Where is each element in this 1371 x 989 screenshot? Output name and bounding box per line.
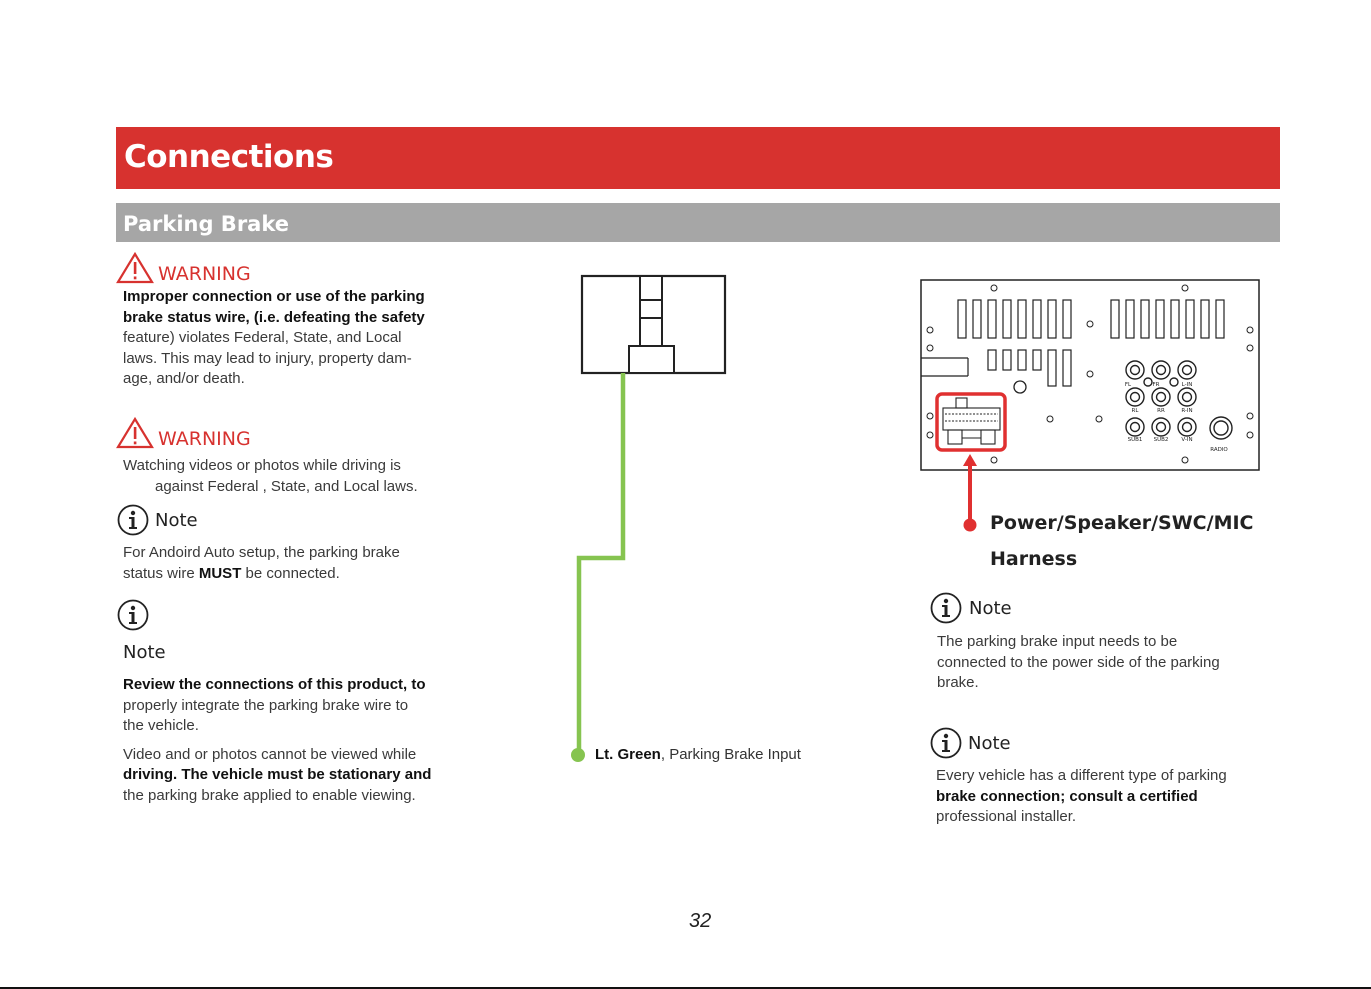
- warning-bold-line: brake status wire, (i.e. defeating the safety: [123, 308, 425, 326]
- section-bar: [116, 203, 1280, 242]
- title-bar: [116, 127, 1280, 189]
- note-line: brake.: [937, 674, 979, 691]
- note-body-right-1: [937, 632, 1267, 694]
- note-line: Video and or photos cannot be viewed while: [123, 745, 417, 763]
- note-heading-right-2: [930, 727, 1011, 759]
- warning-bold-line: Improper connection or use of the parking: [123, 288, 425, 305]
- rca-label: FL: [1124, 382, 1132, 388]
- note-bold: Review the connections of this product, to: [123, 676, 426, 693]
- note-line: The parking brake input needs to be: [937, 633, 1178, 650]
- note-heading-right-1: [930, 592, 1012, 624]
- rca-label: RL: [1131, 408, 1139, 414]
- warning-line: feature) violates Federal, State, and Local: [123, 329, 402, 346]
- warning-triangle-icon: [116, 417, 154, 449]
- info-icon: [117, 504, 149, 536]
- page-title: Connections: [124, 139, 334, 175]
- wire-label: [595, 746, 801, 763]
- note-bold: MUST: [198, 564, 242, 582]
- warning-heading-1: [116, 252, 251, 284]
- warning-line: Watching videos or photos while driving is: [123, 457, 401, 474]
- wire-description: , Parking Brake Input: [660, 746, 801, 763]
- warning-line: age, and/or death.: [123, 370, 245, 387]
- rca-label: RR: [1157, 408, 1165, 414]
- rca-label: L-IN: [1181, 382, 1193, 388]
- note-heading-1: [117, 504, 198, 536]
- note-line: For Andoird Auto setup, the parking brake: [123, 544, 400, 561]
- note-line: professional installer.: [936, 808, 1077, 825]
- note-bold: driving. The vehicle must be stationary and: [123, 766, 432, 783]
- warning-title: WARNING: [158, 428, 251, 450]
- rca-label: RADIO: [1210, 447, 1228, 453]
- wire-end-dot: [571, 748, 585, 762]
- note-title: Note: [969, 597, 1012, 619]
- parking-brake-wire-diagram: [570, 270, 740, 770]
- harness-callout-line1: Power/Speaker/SWC/MIC: [990, 512, 1254, 534]
- note-bold: brake connection; consult a certified: [936, 787, 1198, 805]
- note-line: status wire: [123, 564, 199, 582]
- rca-label: SUB2: [1153, 437, 1169, 443]
- note-line: Every vehicle has a different type of parking: [936, 767, 1227, 784]
- wire-color: Lt. Green: [595, 746, 661, 763]
- harness-callout-line2: Harness: [990, 548, 1078, 570]
- section-title: Parking Brake: [123, 212, 289, 236]
- rca-label: R-IN: [1181, 408, 1193, 414]
- warning-body-1: [123, 287, 463, 390]
- note-line: the parking brake applied to enable viewing.: [123, 786, 416, 804]
- info-icon: [930, 592, 962, 624]
- rca-label: FR: [1152, 382, 1160, 388]
- red-arrow-icon: [958, 448, 982, 534]
- note-line: properly integrate the parking brake wire to: [123, 696, 409, 714]
- note-title: Note: [968, 732, 1011, 754]
- note-body-1: [123, 543, 463, 584]
- note-body-right-2: [936, 766, 1271, 828]
- warning-heading-2: [116, 417, 251, 449]
- green-wire: [579, 373, 623, 750]
- note-line: connected to the power side of the parking: [937, 653, 1220, 671]
- warning-body-2: [123, 456, 463, 497]
- rca-label: SUB1: [1127, 437, 1143, 443]
- warning-triangle-icon: [116, 252, 154, 284]
- note-line: be connected.: [241, 564, 340, 582]
- rca-label: V-IN: [1181, 437, 1193, 443]
- warning-title: WARNING: [158, 263, 251, 285]
- note-title: Note: [155, 509, 198, 531]
- warning-line: laws. This may lead to injury, property dam-: [123, 349, 412, 367]
- note-body-2: [123, 675, 463, 806]
- warning-line: against Federal , State, and Local laws.: [155, 477, 418, 495]
- page-number: 32: [689, 910, 712, 932]
- info-icon: [117, 599, 149, 631]
- note-title: Note: [123, 642, 166, 663]
- info-icon: [930, 727, 962, 759]
- note-line: the vehicle.: [123, 717, 199, 734]
